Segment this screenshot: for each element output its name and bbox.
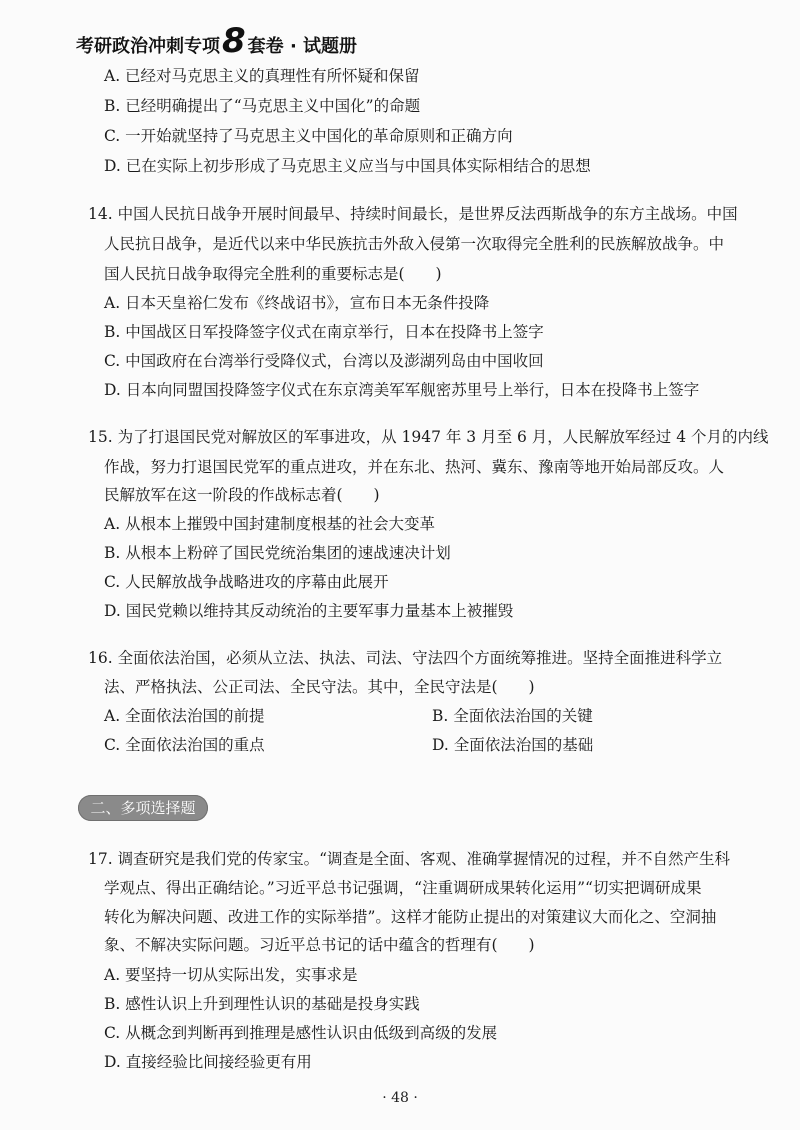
header-title: 考研政治冲刺专项 [76, 36, 220, 57]
q17-option-a: A. 要坚持一切从实际出发，实事求是 [104, 966, 358, 984]
q14-stem-line-2: 人民抗日战争，是近代以来中华民族抗击外敌入侵第一次取得完全胜利的民族解放战争。中 [104, 235, 725, 253]
q14-option-a: A. 日本天皇裕仁发布《终战诏书》，宣布日本无条件投降 [104, 294, 490, 312]
q15-stem-line-2: 作战，努力打退国民党军的重点进攻，并在东北、热河、冀东、豫南等地开始局部反攻。人 [104, 458, 725, 476]
q17-option-c: C. 从概念到判断再到推理是感性认识由低级到高级的发展 [104, 1024, 498, 1042]
q17-stem-line-3: 转化为解决问题、改进工作的实际举措”。这样才能防止提出的对策建议大而化之、空洞抽 [104, 908, 717, 926]
page-number: · 48 · [382, 1090, 418, 1106]
header-number: 8 [222, 21, 246, 61]
q16-option-d: D. 全面依法治国的基础 [432, 736, 594, 754]
q13-option-c: C. 一开始就坚持了马克思主义中国化的革命原则和正确方向 [104, 127, 513, 145]
q15-option-c: C. 人民解放战争战略进攻的序幕由此展开 [104, 573, 389, 591]
q17-stem-line-1: 17. 调查研究是我们党的传家宝。“调查是全面、客观、准确掌握情况的过程，并不自然产生科 [88, 850, 731, 868]
q16-option-b: B. 全面依法治国的关键 [432, 707, 593, 725]
q16-option-c: C. 全面依法治国的重点 [104, 736, 265, 754]
q15-option-a: A. 从根本上摧毁中国封建制度根基的社会大变革 [104, 515, 436, 533]
q13-option-b: B. 已经明确提出了“马克思主义中国化”的命题 [104, 97, 421, 115]
q14-option-b: B. 中国战区日军投降签字仪式在南京举行，日本在投降书上签字 [104, 323, 544, 341]
q14-option-d: D. 日本向同盟国投降签字仪式在东京湾美军军舰密苏里号上举行，日本在投降书上签字 [104, 381, 700, 399]
q16-option-a: A. 全面依法治国的前提 [104, 707, 265, 725]
q15-stem-line-1: 15. 为了打退国民党对解放区的军事进攻，从 1947 年 3 月至 6 月，人民解放军经过 4 个月的内线 [88, 428, 769, 446]
q15-option-d: D. 国民党赖以维持其反动统治的主要军事力量基本上被摧毁 [104, 602, 514, 620]
q14-option-c: C. 中国政府在台湾举行受降仪式，台湾以及澎湖列岛由中国收回 [104, 352, 544, 370]
q13-option-d: D. 已在实际上初步形成了马克思主义应当与中国具体实际相结合的思想 [104, 157, 591, 175]
running-header [76, 21, 358, 61]
q15-option-b: B. 从根本上粉碎了国民党统治集团的速战速决计划 [104, 544, 451, 562]
q14-stem-line-3: 国人民抗日战争取得完全胜利的重要标志是( ) [104, 265, 442, 283]
q17-stem-line-4: 象、不解决实际问题。习近平总书记的话中蕴含的哲理有( ) [104, 936, 535, 954]
q16-stem-line-1: 16. 全面依法治国，必须从立法、执法、司法、守法四个方面统筹推进。坚持全面推进科学立 [88, 649, 723, 667]
q17-stem-line-2: 学观点、得出正确结论。”习近平总书记强调，“注重调研成果转化运用”“切实把调研成果 [104, 879, 702, 897]
q15-stem-line-3: 民解放军在这一阶段的作战标志着( ) [104, 486, 380, 504]
q16-stem-line-2: 法、严格执法、公正司法、全民守法。其中，全民守法是( ) [104, 678, 535, 696]
header-suffix: 套卷 · 试题册 [247, 36, 358, 57]
section-heading-multiple-choice: 二、多项选择题 [78, 795, 208, 821]
q14-stem-line-1: 14. 中国人民抗日战争开展时间最早、持续时间最长，是世界反法西斯战争的东方主战场。中国 [88, 205, 738, 223]
q17-option-b: B. 感性认识上升到理性认识的基础是投身实践 [104, 995, 420, 1013]
q17-option-d: D. 直接经验比间接经验更有用 [104, 1053, 312, 1071]
q13-option-a: A. 已经对马克思主义的真理性有所怀疑和保留 [104, 67, 420, 85]
